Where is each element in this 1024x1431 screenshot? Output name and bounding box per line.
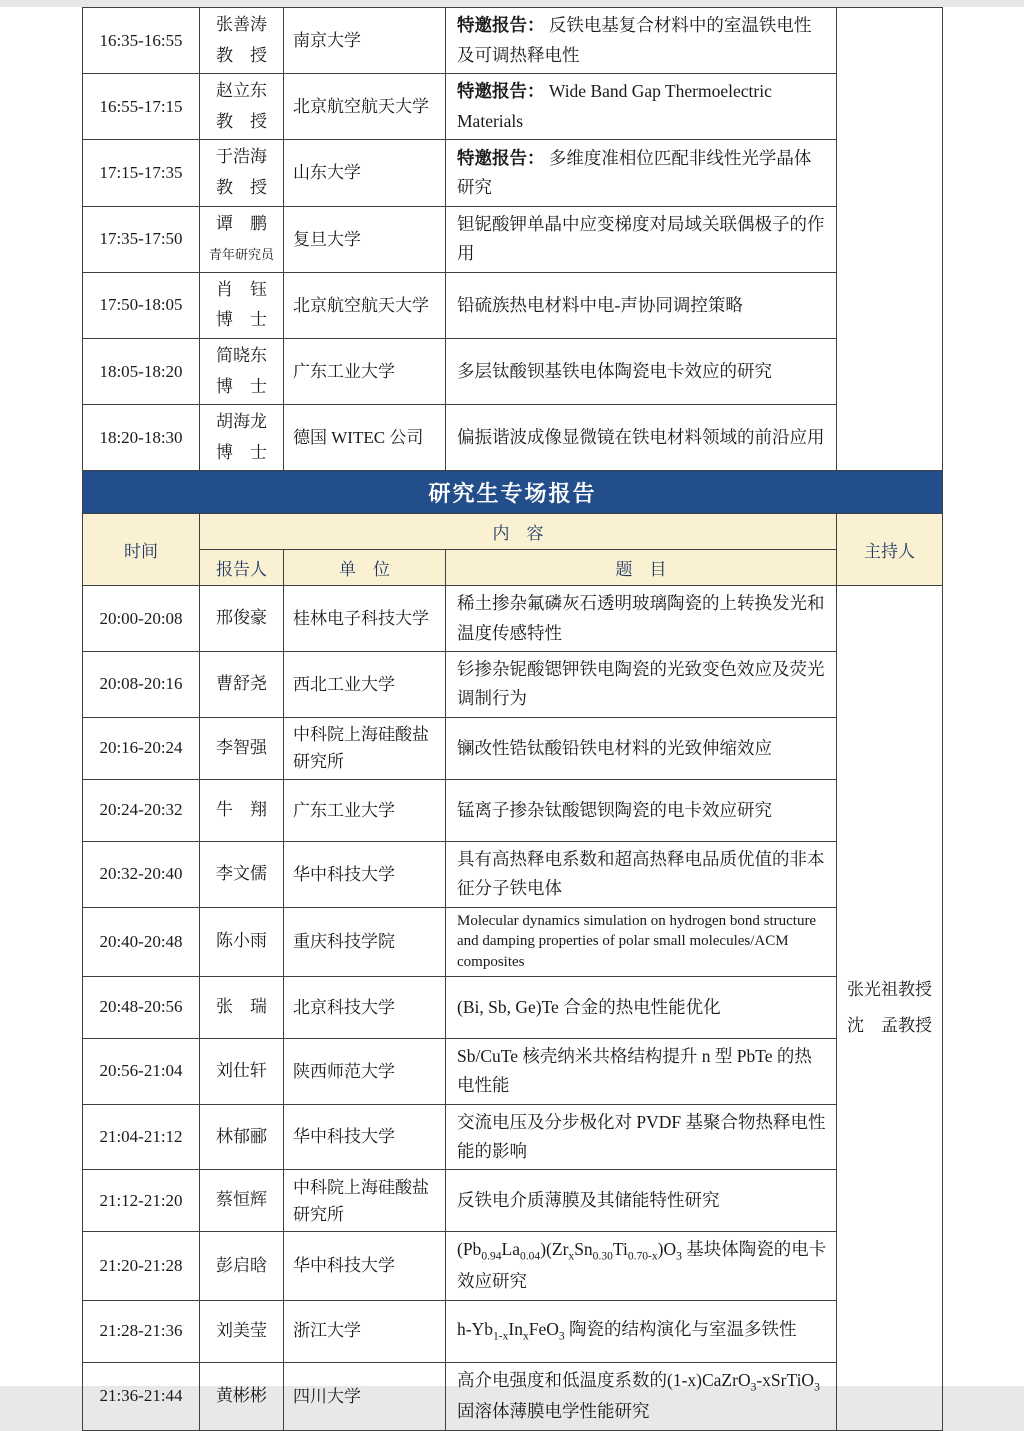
title-cell: Molecular dynamics simulation on hydrogen bond structure and damping properties of polar small molecules/ACM composites [446,907,837,976]
table-row [83,907,943,976]
speaker-cell: 于浩海 教 授 [200,140,284,206]
title-cell: 镧改性锆钛酸铅铁电材料的光致伸缩效应 [446,717,837,779]
time-cell: 20:56-21:04 [83,1038,200,1104]
table-row [83,976,943,1038]
speaker-cell: 蔡恒辉 [200,1170,284,1232]
title-cell: Sb/CuTe 核壳纳米共格结构提升 n 型 PbTe 的热电性能 [446,1038,837,1104]
host-cell: 张光祖教授 沈 孟教授 [837,586,943,1431]
unit-cell: 南京大学 [284,8,446,74]
speaker-cell: 陈小雨 [200,907,284,976]
title-cell: 多层钛酸钡基铁电体陶瓷电卡效应的研究 [446,338,837,404]
title-cell: 交流电压及分步极化对 PVDF 基聚合物热释电性能的影响 [446,1104,837,1170]
speaker-cell: 刘美莹 [200,1300,284,1362]
title-cell: 锰离子掺杂钛酸锶钡陶瓷的电卡效应研究 [446,779,837,841]
speaker-cell: 简晓东 博 士 [200,338,284,404]
time-cell: 20:32-20:40 [83,841,200,907]
title-cell: 偏振谐波成像显微镜在铁电材料领域的前沿应用 [446,405,837,471]
time-cell: 16:55-17:15 [83,74,200,140]
table-row [83,586,943,652]
time-cell: 21:04-21:12 [83,1104,200,1170]
table-row [83,1232,943,1300]
table-row [83,1362,943,1430]
title-cell: 稀土掺杂氟磷灰石透明玻璃陶瓷的上转换发光和温度传感特性 [446,586,837,652]
speaker-cell: 邢俊豪 [200,586,284,652]
time-cell: 20:08-20:16 [83,652,200,718]
speaker-cell: 赵立东 教 授 [200,74,284,140]
conference-program-page [0,7,1024,1422]
speaker-cell: 黄彬彬 [200,1362,284,1430]
table-row [83,8,943,74]
time-cell: 21:28-21:36 [83,1300,200,1362]
title-cell: 铅硫族热电材料中电-声协同调控策略 [446,272,837,338]
time-cell: 21:36-21:44 [83,1362,200,1430]
speaker-cell: 谭 鹏 青年研究员 [200,206,284,272]
title-cell: (Bi, Sb, Ge)Te 合金的热电性能优化 [446,976,837,1038]
time-cell: 20:40-20:48 [83,907,200,976]
title-cell: 钽铌酸钾单晶中应变梯度对局域关联偶极子的作用 [446,206,837,272]
time-cell: 16:35-16:55 [83,8,200,74]
schedule-table [82,7,943,1431]
table-row [83,1104,943,1170]
table-row [83,514,943,550]
title-cell: 反铁电介质薄膜及其储能特性研究 [446,1170,837,1232]
title-cell: 特邀报告： Wide Band Gap Thermoelectric Materials [446,74,837,140]
time-cell: 20:24-20:32 [83,779,200,841]
host-cell-empty [837,8,943,471]
unit-cell: 西北工业大学 [284,652,446,718]
unit-cell: 四川大学 [284,1362,446,1430]
table-row [83,717,943,779]
unit-cell: 陕西师范大学 [284,1038,446,1104]
col-header-title: 题 目 [446,550,837,586]
unit-cell: 中科院上海硅酸盐研究所 [284,1170,446,1232]
title-cell: 高介电强度和低温度系数的(1-x)CaZrO$_3$-xSrTiO$_3$ 固溶体薄膜电学性能研究 [446,1362,837,1430]
col-header-time: 时间 [83,514,200,586]
unit-cell: 广东工业大学 [284,338,446,404]
table-row [83,405,943,471]
time-cell: 18:20-18:30 [83,405,200,471]
table-row [83,206,943,272]
table-row [83,272,943,338]
table-row [83,338,943,404]
table-row [83,779,943,841]
speaker-cell: 曹舒尧 [200,652,284,718]
title-cell: 特邀报告： 多维度准相位匹配非线性光学晶体研究 [446,140,837,206]
table-row [83,550,943,586]
speaker-cell: 胡海龙 博 士 [200,405,284,471]
speaker-cell: 李文儒 [200,841,284,907]
table-row [83,1300,943,1362]
unit-cell: 复旦大学 [284,206,446,272]
speaker-cell: 张 瑞 [200,976,284,1038]
speaker-cell: 林郁郦 [200,1104,284,1170]
title-cell: $h-Yb_{1-x}In_xFeO_3$ 陶瓷的结构演化与室温多铁性 [446,1300,837,1362]
time-cell: 17:35-17:50 [83,206,200,272]
unit-cell: 广东工业大学 [284,779,446,841]
time-cell: 18:05-18:20 [83,338,200,404]
time-cell: 20:16-20:24 [83,717,200,779]
unit-cell: 山东大学 [284,140,446,206]
time-cell: 20:00-20:08 [83,586,200,652]
table-row [83,652,943,718]
table-row [83,1038,943,1104]
speaker-cell: 李智强 [200,717,284,779]
table-row [83,140,943,206]
unit-cell: 华中科技大学 [284,841,446,907]
time-cell: 17:15-17:35 [83,140,200,206]
unit-cell: 北京航空航天大学 [284,74,446,140]
col-header-content: 内 容 [200,514,837,550]
unit-cell: 重庆科技学院 [284,907,446,976]
unit-cell: 浙江大学 [284,1300,446,1362]
unit-cell: 中科院上海硅酸盐研究所 [284,717,446,779]
col-header-host: 主持人 [837,514,943,586]
title-cell: $(Pb_{0.94}La_{0.04})(Zr_xSn_{0.30}Ti_{0.70-x})O_3$ 基块体陶瓷的电卡效应研究 [446,1232,837,1300]
unit-cell: 华中科技大学 [284,1104,446,1170]
speaker-cell: 刘仕轩 [200,1038,284,1104]
unit-cell: 北京科技大学 [284,976,446,1038]
title-cell: 钐掺杂铌酸锶钾铁电陶瓷的光致变色效应及荧光调制行为 [446,652,837,718]
speaker-cell: 张善涛 教 授 [200,8,284,74]
time-cell: 20:48-20:56 [83,976,200,1038]
col-header-speaker: 报告人 [200,550,284,586]
unit-cell: 北京航空航天大学 [284,272,446,338]
time-cell: 17:50-18:05 [83,272,200,338]
speaker-cell: 彭启晗 [200,1232,284,1300]
time-cell: 21:20-21:28 [83,1232,200,1300]
unit-cell: 桂林电子科技大学 [284,586,446,652]
table-row [83,1170,943,1232]
speaker-cell: 肖 钰 博 士 [200,272,284,338]
time-cell: 21:12-21:20 [83,1170,200,1232]
session-band-title: 研究生专场报告 [83,471,943,514]
table-row [83,74,943,140]
unit-cell: 德国 WITEC 公司 [284,405,446,471]
speaker-cell: 牛 翔 [200,779,284,841]
table-row [83,471,943,514]
unit-cell: 华中科技大学 [284,1232,446,1300]
title-cell: 具有高热释电系数和超高热释电品质优值的非本征分子铁电体 [446,841,837,907]
title-cell: 特邀报告： 反铁电基复合材料中的室温铁电性及可调热释电性 [446,8,837,74]
table-row [83,841,943,907]
col-header-unit: 单 位 [284,550,446,586]
